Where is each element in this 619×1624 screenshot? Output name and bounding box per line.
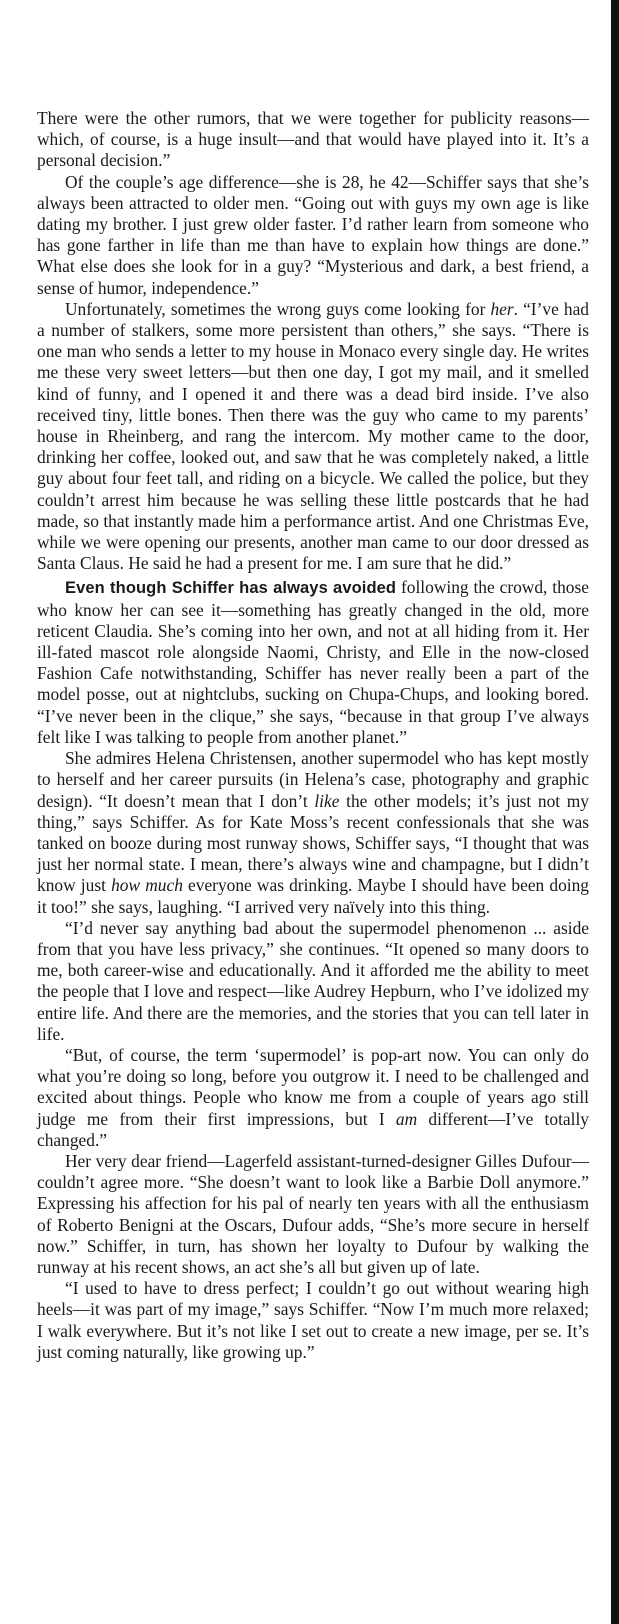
paragraph bbox=[37, 172, 589, 299]
paragraph bbox=[37, 299, 589, 575]
paragraph bbox=[37, 918, 589, 1045]
paragraph-text: everyone was drinking. Maybe I should have been doing it too!” she says, laughing. “I arrived very naïvely into this thing. bbox=[37, 875, 590, 917]
emphasis: am bbox=[395, 1108, 418, 1129]
paragraph-text: Unfortunately, sometimes the wrong guys come looking for bbox=[65, 298, 491, 319]
section-lead-paragraph bbox=[37, 577, 589, 748]
paragraph-text: the other models; it’s just not my thing,” says Schiffer. As for Kate Moss’s recent confessionals that she was tanked on booze during most runway shows, Schiffer says, “I thought that was just her normal state. I mean, there’s always wine and champagne, but I didn’t know just bbox=[37, 790, 589, 896]
emphasis: how much bbox=[111, 875, 183, 896]
emphasis: like bbox=[314, 790, 340, 811]
paragraph-text: “But, of course, the term ‘supermodel’ is pop-art now. You can only do what you’re doing so long, before you outgrow it. I need to be challenged and excited about things. People who know me from a couple of years ago still judge me from their first impressions, but I bbox=[37, 1044, 589, 1129]
paragraph-text: “I used to have to dress perfect; I couldn’t go out without wearing high heels—it was part of my image,” says Schiffer. “Now I’m much more relaxed; I walk everywhere. But it’s not like I set out to create a new image, per se. It’s just coming naturally, like growing up.” bbox=[37, 1278, 589, 1362]
paragraph bbox=[37, 1151, 589, 1278]
paragraph bbox=[37, 1045, 589, 1151]
paragraph bbox=[37, 1278, 589, 1363]
paragraph-text: Of the couple’s age difference—she is 28, he 42—Schiffer says that she’s always been attracted to older men. “Going out with guys my own age is like dating my brother. I just grew older faster. I’d rather learn from someone who has gone farther in life than me than have to explain how things are done.” What else does she look for in a guy? “Mysterious and dark, a best friend, a sense of humor, independence.” bbox=[37, 171, 589, 298]
paragraph-text: There were the other rumors, that we were together for publicity reasons—which, of course, is a huge insult—and that would have played into it. It’s a personal decision.” bbox=[37, 108, 589, 171]
paragraph-text: Her very dear friend—Lagerfeld assistant-turned-designer Gilles Dufour—couldn’t agree more. “She doesn’t want to look like a Barbie Doll anymore.” Expressing his affection for his pal of nearly ten years with all the enthusiasm of Roberto Benigni at the Oscars, Dufour adds, “She’s more secure in herself now.” Schiffer, in turn, has shown her loyalty to Dufour by walking the runway at his recent shows, an act she’s all but given up of late. bbox=[37, 1150, 589, 1277]
emphasis: her bbox=[490, 298, 514, 319]
paragraph-text: following the crowd, those who know her can see it—something has greatly changed in the old, more reticent Claudia. She’s coming into her own, and not at all hiding from it. Her ill-fated mascot role alongside Naomi, Christy, and Elle in the now-closed Fashion Cafe notwithstanding, Schiffer has never really been a part of the model posse, out at nightclubs, sucking on Chupa-Chups, and looking bored. “I’ve never been in the clique,” she says, “because in that group I’ve always felt like I was talking to people from another planet.” bbox=[37, 577, 589, 747]
page-edge-shadow bbox=[611, 0, 619, 1624]
paragraph-text: different—I’ve totally changed.” bbox=[37, 1108, 589, 1150]
paragraph-text: She admires Helena Christensen, another supermodel who has kept mostly to herself and her career pursuits (in Helena’s case, photography and graphic design). “It doesn’t mean that I don’t bbox=[37, 748, 589, 811]
paragraph-text: “I’d never say anything bad about the supermodel phenomenon ... aside from that you have less privacy,” she continues. “It opened so many doors to me, both career-wise and educationally. And it afforded me the ability to meet the people that I love and respect—like Audrey Hepburn, who I’ve idolized my entire life. And there are the memories, and the stories that you can tell later in life. bbox=[37, 917, 589, 1044]
section-lead-in: Even though Schiffer has always avoided bbox=[65, 579, 397, 598]
article-body bbox=[37, 108, 589, 1363]
paragraph-text: . “I’ve had a number of stalkers, some more persistent than others,” she says. “There is one man who sends a letter to my house in Monaco every single day. He writes me these very sweet letters—but then one day, I got my mail, and it smelled kind of funny, and I opened it and there was a dead bird inside. I’ve also received tiny, little bones. Then there was the guy who came to my parents’ house in Rheinberg, and rang the intercom. My mother came to the door, drinking her coffee, looked out, and saw that he was completely naked, a little guy about four feet tall, and riding on a bicycle. We called the police, but they couldn’t arrest him because he was selling these little postcards that he had made, so that instantly made him a performance artist. And one Christmas Eve, while we were opening our presents, another man came to our door dressed as Santa Claus. He said he had a present for me. I am sure that he did.” bbox=[37, 298, 589, 574]
paragraph bbox=[37, 748, 589, 918]
paragraph bbox=[37, 108, 589, 172]
